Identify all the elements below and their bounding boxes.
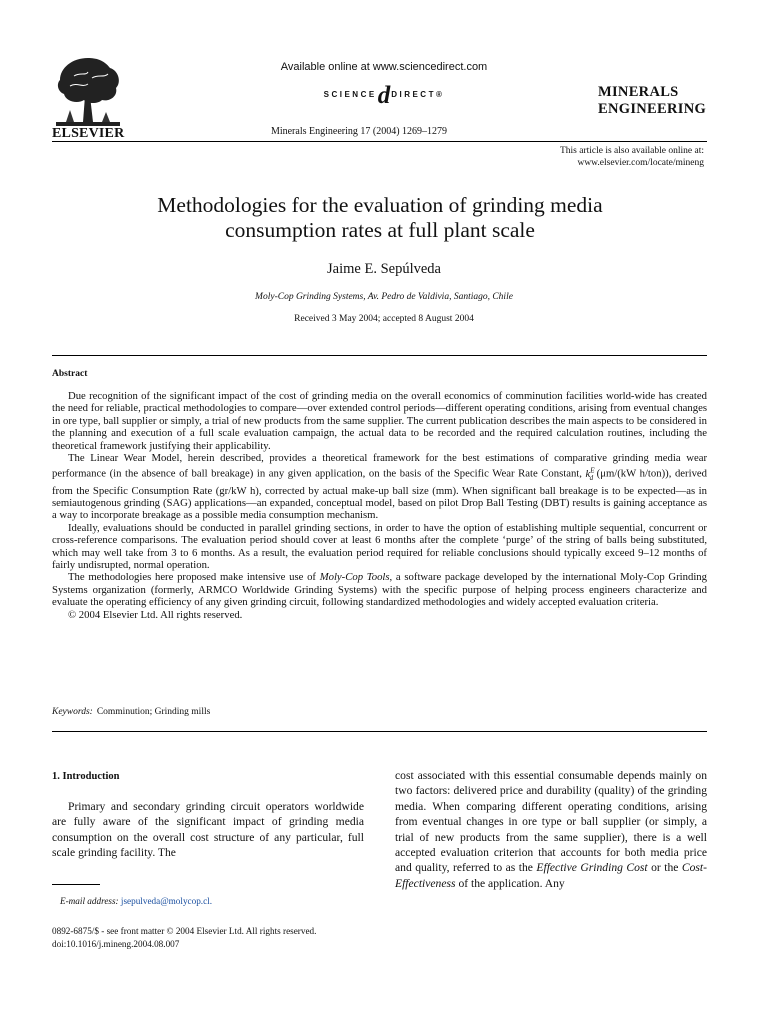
- intro-right-column: [395, 768, 707, 891]
- sd-left-text: SCIENCE: [323, 90, 377, 99]
- abstract-copyright: © 2004 Elsevier Ltd. All rights reserved.: [68, 608, 243, 621]
- intro-paragraph-left: Primary and secondary grinding circuit operators worldwide are fully aware of the significant impact of grinding media consumption on the overall cost structure of any particular, full scale grinding facility. The: [52, 800, 364, 860]
- publisher-name: ELSEVIER: [52, 126, 125, 141]
- header-rule: [52, 141, 707, 142]
- email-label: E-mail address:: [60, 896, 119, 906]
- doi-line: doi:10.1016/j.mineng.2004.08.007: [52, 939, 180, 949]
- title-line2: consumption rates at full plant scale: [225, 218, 535, 242]
- abstract-paragraph-1: Due recognition of the significant impact of the cost of grinding media on the overall economics of comminution facilities world-wide has created the need for reliable, practical methodologies to compare—over extended control periods—different operating conditions, arising from eventual changes in ore type, ball supplier or simply, a trial of new products from the same supplier. The current publication describes the main aspects to be considered in the planning and execution of a full scale evaluation campaign, the actual data to be recorded and the required calculation routines, including the theoretical framework justifying their applicability.: [52, 390, 707, 452]
- abstract-bottom-rule: [52, 731, 707, 732]
- abstract-paragraph-2: The Linear Wear Model, herein described, provides a theoretical framework for the best estimations of comparative grinding media wear performance (in the absence of ball breakage) in any given application, on the basis of the Specific Wear Rate Constant, $k^E_d$ (μm/(kW h/ton)), derived from the Specific Consumption Rate (gr/kW h), corrected by actual make-up ball size (mm). When significant ball breakage is to be expected—as in semiautogenous grinding (SAG) applications—an expanded, conceptual model, based on pilot Drop Ball Testing (DBT) results is gaining acceptance as a way to incorporate breakage as a possible media consumption mechanism.: [52, 452, 708, 522]
- journal-title-line1: MINERALS: [598, 84, 679, 100]
- received-dates: Received 3 May 2004; accepted 8 August 2004: [294, 314, 474, 324]
- abstract-heading: Abstract: [52, 369, 88, 379]
- issn-line: 0892-6875/$ - see front matter © 2004 Elsevier Ltd. All rights reserved.: [52, 926, 317, 936]
- title-line1: Methodologies for the evaluation of grinding media: [157, 193, 603, 217]
- abstract-paragraph-3: Ideally, evaluations should be conducted in parallel grinding sections, in order to have the option of establishing multiple sequential, concurrent or cross-reference comparisons. The evaluation period should cover at least 6 months after the complete ‘purge’ of the string of balls being substituted, which may well take from 3 to 6 months. As a result, the evaluation period required for reliable conclusions should typically exceed 9–12 months of fairly undisrupted, normal operation.: [52, 521, 707, 571]
- term-cost-effectiveness: Cost-Effectiveness: [395, 861, 707, 890]
- available-online-text: Available online at www.sciencedirect.com: [280, 61, 488, 73]
- also-line1: This article is also available online at:: [559, 146, 704, 156]
- publication-info: [52, 925, 316, 951]
- software-name: Moly-Cop Tools: [319, 571, 390, 584]
- section-heading-introduction: 1. Introduction: [52, 771, 120, 782]
- journal-reference: Minerals Engineering 17 (2004) 1269–1279: [270, 126, 448, 137]
- abstract-paragraph-4: The methodologies here proposed make intensive use of Moly-Cop Tools, a software package developed by the international Moly-Cop Grinding Systems organization (formerly, ARMCO Worldwide Grinding Systems) with the specific purpose of helping process engineers characterize and evaluate the operating efficiency of any given grinding circuit, following standardized methodologies and widely accepted evaluation criteria.: [52, 571, 707, 609]
- abstract-body: [52, 390, 707, 621]
- abstract-top-rule: [52, 355, 707, 356]
- article-title: [80, 193, 680, 243]
- intro-left-column: [52, 799, 364, 861]
- author-email-footnote: [52, 896, 212, 906]
- also-line2: www.elsevier.com/locate/mineng: [577, 158, 704, 168]
- keywords-line: [52, 707, 210, 717]
- author-affiliation: Moly-Cop Grinding Systems, Av. Pedro de Valdivia, Santiago, Chile: [255, 292, 513, 302]
- intro-paragraph-right: cost associated with this essential consumable depends mainly on two factors: delivered price and durability (quality) of the grinding media. When comparing different operating conditions, arising from eventual changes in ore type or ball supplier (or simply, a trial of new products from the same supplier), there is a well accepted evaluation criterion that accounts for both media price and quality, referred to as the Effective Grinding Cost or the Cost-Effectiveness of the application. Any: [395, 769, 707, 890]
- keywords-value: Comminution; Grinding mills: [96, 707, 211, 717]
- keywords-label: Keywords:: [52, 707, 93, 717]
- author-email-link[interactable]: jsepulveda@molycop.cl.: [120, 896, 213, 906]
- footnote-rule: [52, 884, 100, 885]
- term-effective-grinding-cost: Effective Grinding Cost: [536, 861, 648, 875]
- journal-title: [598, 84, 706, 118]
- sd-right-text: DIRECT®: [391, 90, 445, 99]
- journal-title-line2: ENGINEERING: [598, 101, 707, 117]
- also-available-note: [560, 145, 704, 169]
- author-name: Jaime E. Sepúlveda: [327, 261, 441, 277]
- wear-rate-symbol: $k^E_d$: [585, 466, 595, 483]
- sd-at-icon: d: [377, 82, 391, 109]
